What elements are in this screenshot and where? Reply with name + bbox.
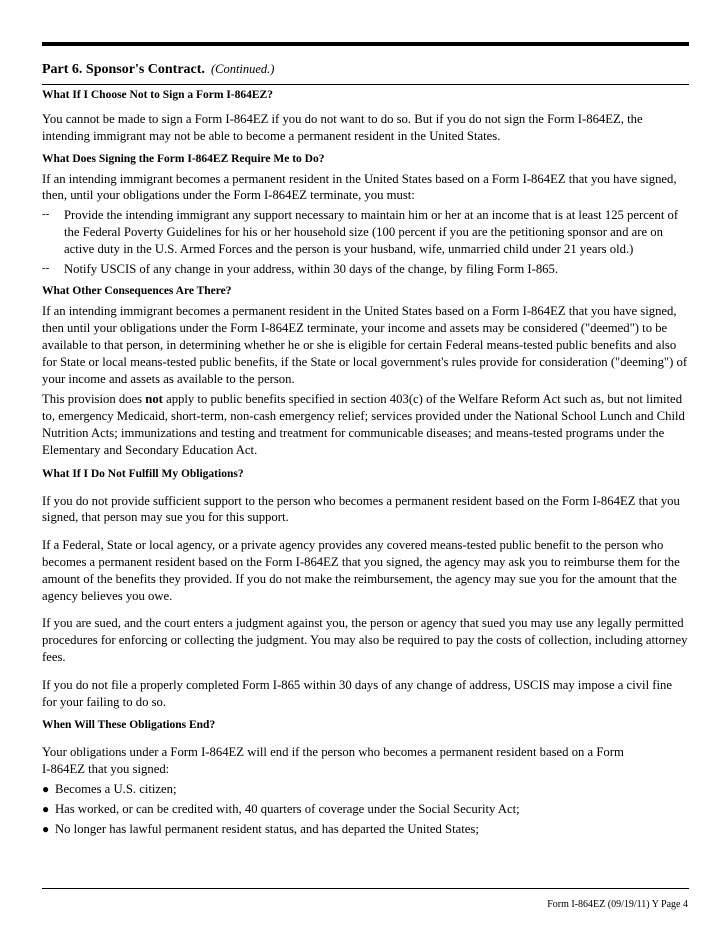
paragraph-obligations-1: If you do not provide sufficient support to the person who becomes a permanent resident based on the Form I-864EZ that you signed, that person may sue you for this support. xyxy=(42,493,680,525)
section-heading-not-sign: What If I Choose Not to Sign a Form I-864EZ? xyxy=(42,89,273,101)
dash-marker: -- xyxy=(42,261,50,274)
list-item-text: No longer has lawful permanent resident status, and has departed the United States; xyxy=(55,821,479,836)
header-rule xyxy=(42,84,689,85)
list-item-text: Has worked, or can be credited with, 40 quarters of coverage under the Social Security Act; xyxy=(55,801,520,816)
list-item-text: Provide the intending immigrant any support necessary to maintain him or her at an income that is at least 125 percent of the Federal Poverty Guidelines for his or her household size (100 percent if you are the petitioning sponsor and are on active duty in the U.S. Armed Forces and the person is your husband, wife, unmarried child under 21 years old.) xyxy=(64,208,679,256)
paragraph-obligations-2: If a Federal, State or local agency, or a private agency provides any covered means-tested public benefit to the person who becomes a permanent resident based on the Form I-864EZ that you signed, the agency may ask you to reimburse them for the amount of the benefits they provided. If you do not make the reimbursement, the agency may sue you for the amount that the agency believes you owe. xyxy=(42,538,680,603)
paragraph-obligations-3: If you are sued, and the court enters a judgment against you, the person or agency that sued you may use any legally permitted procedures for enforcing or collecting the judgment. You may also be required to pay the costs of collection, including attorney fees. xyxy=(42,616,688,664)
section-heading-obligations: What If I Do Not Fulfill My Obligations? xyxy=(42,467,244,480)
list-item-text: Becomes a U.S. citizen; xyxy=(55,781,177,796)
bullet-icon: ● xyxy=(42,801,50,816)
list-item xyxy=(42,207,689,257)
emphasis-not: not xyxy=(145,392,163,407)
list-item xyxy=(42,801,689,818)
part-continued: (Continued.) xyxy=(210,62,275,76)
paragraph-consequences-1: If an intending immigrant becomes a permanent resident in the United States based on a Form I-864EZ that you have signed, then until your obligations under the Form I-864EZ terminate, your income and assets may be considered ("deemed") to be available to that person, in determining whether he or she is eligible for certain Federal means-tested public benefits and also for State or local means-tested public benefits, if the State or local government's rules provide for consideration ("deeming") of your income and assets as available to the person. xyxy=(42,304,688,386)
paragraph-end-intro-line1: Your obligations under a Form I-864EZ will end if the person who becomes a permanent resident based on a Form xyxy=(42,745,624,760)
section-heading-requirements: What Does Signing the Form I-864EZ Require Me to Do? xyxy=(42,152,325,165)
part-header xyxy=(42,60,689,79)
section-heading-end: When Will These Obligations End? xyxy=(42,719,216,732)
list-item xyxy=(42,781,689,798)
paragraph-end-intro-line2: I-864EZ that you signed: xyxy=(42,762,170,777)
section-heading-consequences: What Other Consequences Are There? xyxy=(42,285,232,298)
list-item xyxy=(42,261,689,278)
list-item xyxy=(42,821,689,838)
bullet-icon: ● xyxy=(42,781,50,796)
document-page xyxy=(42,42,689,837)
footer-rule xyxy=(42,888,689,889)
paragraph-consequences-2: This provision does not apply to public benefits specified in section 403(c) of the Welfare Reform Act such as, but not limited to, emergency Medicaid, short-term, non-cash emergency relief; services provided under the National School Lunch and Child Nutrition Acts; immunizations and testing and treatment for communicable diseases; and means-tested programs under the Elementary and Secondary Education Act. xyxy=(42,392,685,457)
footer-form-id: Form I-864EZ (09/19/11) Y Page 4 xyxy=(547,899,688,910)
paragraph-requirements-intro: If an intending immigrant becomes a permanent resident in the United States based on a Form I-864EZ that you have signed, then, until your obligations under the Form I-864EZ terminate, you must: xyxy=(42,171,677,203)
top-rule xyxy=(42,42,689,46)
bullet-icon: ● xyxy=(42,821,50,836)
paragraph-not-sign: You cannot be made to sign a Form I-864EZ if you do not want to do so. But if you do not sign the Form I-864EZ, the intending immigrant may not be able to become a permanent resident in the United States. xyxy=(42,112,643,143)
dash-marker: -- xyxy=(42,208,50,221)
paragraph-obligations-4: If you do not file a properly completed Form I-865 within 30 days of any change of address, USCIS may impose a civil fine for your failing to do so. xyxy=(42,677,673,709)
part-title: Part 6. Sponsor's Contract. xyxy=(42,62,205,77)
list-item-text: Notify USCIS of any change in your address, within 30 days of the change, by filing Form I-865. xyxy=(64,261,559,276)
